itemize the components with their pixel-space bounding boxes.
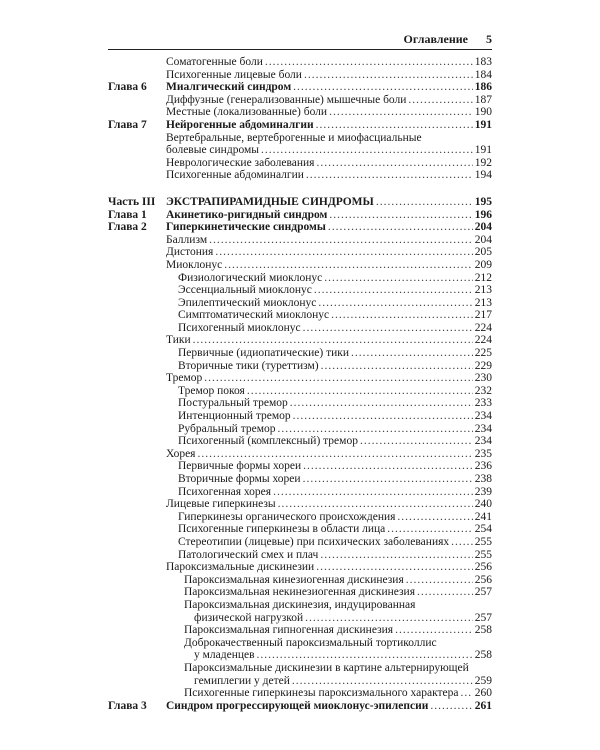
toc-entry-page: 192 (474, 156, 492, 169)
toc-entry-page: 186 (474, 81, 492, 94)
toc-entry-page: 241 (474, 510, 492, 523)
toc-entry-text: болевые синдромы (166, 144, 259, 157)
dot-leader (329, 106, 473, 119)
dot-leader (318, 297, 472, 310)
toc-entry-page: 259 (474, 674, 492, 687)
toc-entry (108, 297, 492, 310)
toc-entry-page: 256 (474, 573, 492, 586)
toc-entry-text: Постуральный тремор (178, 397, 288, 410)
toc-entry-text: Дистония (166, 246, 214, 259)
toc-entry-text: Пароксизмальная дискинезия, индуцированная (184, 598, 416, 611)
toc-entry-label: Глава 7 (108, 118, 147, 131)
toc-entry-text: у младенцев (194, 649, 255, 662)
toc-entry (108, 106, 492, 119)
toc-entry (108, 423, 492, 436)
toc-entry-text: Неврологические заболевания (166, 156, 315, 169)
dot-leader (395, 624, 473, 637)
toc-entry (108, 334, 492, 347)
toc-entry (108, 410, 492, 423)
toc-entry-page: 258 (474, 649, 492, 662)
toc-entry-text: Миалгический синдром (166, 81, 292, 94)
toc-entry-page: 256 (474, 561, 492, 574)
toc-entry-page: 254 (474, 523, 492, 536)
dot-leader (293, 81, 473, 94)
toc-entry-text: Рубральный тремор (178, 422, 276, 435)
toc-entry-text: Пароксизмальные дискинезии в картине альтернирующей (184, 661, 469, 674)
toc-entry-page: 236 (474, 460, 492, 473)
toc-entry (108, 246, 492, 259)
toc-entry-page: 224 (474, 321, 492, 334)
toc-entry-text: Психогенные абдоминалгии (166, 169, 304, 182)
toc-entry-text: Патологический смех и плач (178, 548, 319, 561)
dot-leader (278, 498, 473, 511)
toc-entry-page: 255 (474, 548, 492, 561)
toc-entry (108, 586, 492, 599)
dot-leader (305, 612, 473, 625)
toc-entry-text: Нейрогенные абдоминалгии (166, 118, 314, 131)
dot-leader (321, 360, 473, 373)
toc-entry-page: 204 (474, 221, 492, 234)
dot-leader (303, 322, 473, 335)
dot-leader (328, 221, 473, 234)
toc-entry-text: Первичные (идиопатические) тики (178, 347, 350, 360)
dot-leader (290, 397, 473, 410)
toc-entry (108, 234, 492, 247)
toc-entry-text: Хорея (166, 447, 196, 460)
toc-entry (108, 221, 492, 234)
toc-entry-text: Пароксизмальная некинезиогенная дискинезия (184, 586, 415, 599)
dot-leader (224, 259, 473, 272)
header-page-number: 5 (486, 32, 492, 46)
toc-entry-page: 209 (474, 258, 492, 271)
toc-entry-page: 191 (474, 144, 492, 157)
toc-entry-text: Психогенные гиперкинезы пароксизмального характера (184, 687, 459, 700)
toc-entry (108, 612, 492, 625)
dot-leader (193, 334, 473, 347)
toc-entry-text: Доброкачественный пароксизмальный тортиколлис (184, 636, 437, 649)
toc-entry-text: Психогенный миоклонус (178, 321, 301, 334)
dot-leader (247, 385, 473, 398)
toc-entry-text: Пароксизмальные дискинезии (166, 561, 315, 574)
toc-entry-page: 224 (474, 334, 492, 347)
dot-leader (278, 423, 473, 436)
toc-entry-text: Синдром прогрессирующей миоклонус-эпилепсии (166, 699, 429, 712)
toc-entry (108, 675, 492, 688)
toc-entry-text: Баллизм (166, 233, 208, 246)
toc-entry-text: Вторичные формы хореи (178, 473, 301, 485)
toc-entry-page: 258 (474, 624, 492, 637)
toc-entry (108, 309, 492, 322)
dot-leader (306, 169, 473, 182)
toc-entry (108, 372, 492, 385)
toc-entry-text: Пароксизмальная кинезиогенная дискинезия (184, 573, 404, 586)
toc-entry-page: 255 (474, 535, 492, 548)
toc-entry (108, 284, 492, 297)
toc-entry-text: Вторичные тики (туреттизм) (178, 359, 319, 372)
toc-entry (108, 119, 492, 132)
dot-leader (430, 700, 472, 713)
dot-leader (451, 536, 473, 549)
toc-entry-page: 195 (474, 195, 492, 208)
toc-entry-text: физической нагрузкой (194, 611, 304, 624)
toc-entry-text: Местные (локализованные) боли (166, 106, 328, 119)
toc-entry-text: Физиологический миоклонус (178, 271, 323, 284)
dot-leader (351, 347, 473, 360)
toc-entry (108, 69, 492, 82)
toc-entry (108, 132, 492, 145)
toc-entry-label: Глава 2 (108, 221, 147, 234)
dot-leader (397, 511, 472, 524)
toc-entry (108, 448, 492, 461)
dot-leader (304, 69, 473, 82)
toc-entry-text: Вертебральные, вертеброгенные и миофасциальные (166, 131, 422, 144)
dot-leader (215, 246, 472, 259)
toc-entry (108, 196, 492, 209)
dot-leader (261, 144, 473, 157)
toc-entry (108, 486, 492, 499)
toc-entry (108, 259, 492, 272)
toc-entry-text: Психогенный (комплексный) тремор (178, 435, 358, 448)
toc-entry (108, 561, 492, 574)
dot-leader (209, 234, 473, 247)
toc-entry-page: 234 (474, 410, 492, 423)
toc-entry (108, 94, 492, 107)
toc-entry-page: 183 (474, 56, 492, 68)
toc-entry (108, 435, 492, 448)
toc-entry-text: Тремор покоя (178, 384, 245, 397)
toc-entry-text: Эпилептический миоклонус (178, 296, 317, 309)
toc-entry-text: Тики (166, 334, 191, 347)
toc-entry (108, 687, 492, 700)
toc-entry-text: Миоклонус (166, 258, 223, 271)
toc-entry (108, 397, 492, 410)
toc-entry (108, 56, 492, 69)
toc-entry-page: 184 (474, 68, 492, 81)
dot-leader (417, 586, 473, 599)
toc-entry-page: 194 (474, 169, 492, 182)
toc-entry (108, 637, 492, 650)
dot-leader (204, 372, 473, 385)
toc-entry (108, 157, 492, 170)
toc-entry (108, 649, 492, 662)
toc-entry-page: 213 (474, 284, 492, 297)
toc-entry (108, 599, 492, 612)
toc-entry-page: 238 (474, 473, 492, 485)
toc-entry-page: 239 (474, 485, 492, 498)
toc-entry-text: Лицевые гиперкинезы (166, 498, 276, 511)
toc-entry-page: 196 (474, 208, 492, 221)
toc-entry (108, 536, 492, 549)
toc-entry-label: Часть III (108, 195, 156, 208)
toc-entry (108, 700, 492, 713)
header-title: Оглавление (403, 32, 468, 46)
toc-entry-page: 229 (474, 359, 492, 372)
toc-entry (108, 624, 492, 637)
toc-entry-label: Глава 3 (108, 699, 147, 712)
dot-leader (273, 486, 473, 499)
dot-leader (303, 460, 473, 473)
toc-entry (108, 322, 492, 335)
toc-entry-page: 230 (474, 372, 492, 385)
toc-entry-page: 233 (474, 397, 492, 410)
dot-leader (265, 56, 473, 69)
toc-entry-text: Первичные формы хореи (178, 460, 302, 473)
dot-leader (329, 209, 472, 222)
dot-leader (316, 561, 473, 574)
toc-entry-text: Симптоматический миоклонус (178, 309, 330, 322)
dot-leader (197, 448, 472, 461)
dot-leader (257, 649, 473, 662)
toc-entry (108, 498, 492, 511)
toc-entry-text: Пароксизмальная гипногенная дискинезия (184, 624, 394, 637)
toc-entry-text: ЭКСТРАПИРАМИДНЫЕ СИНДРОМЫ (166, 195, 374, 208)
dot-leader (316, 119, 473, 132)
toc-entry-page: 257 (474, 611, 492, 624)
toc-entry-page: 240 (474, 498, 492, 511)
toc-entry-page: 213 (474, 296, 492, 309)
toc-entry (108, 169, 492, 182)
toc-entry (108, 662, 492, 675)
dot-leader (406, 574, 473, 587)
toc-entry (108, 272, 492, 285)
toc-entry-text: гемиплегии у детей (194, 674, 290, 687)
toc-entry-text: Стереотипии (лицевые) при психических заболеваниях (178, 535, 450, 548)
dot-leader (316, 157, 472, 170)
toc-entry-page: 260 (474, 687, 492, 700)
toc-entry-page: 261 (474, 699, 492, 712)
toc-entry-page: 234 (474, 422, 492, 435)
toc-entry (108, 209, 492, 222)
dot-leader (292, 675, 473, 688)
toc-entry (108, 511, 492, 524)
toc-entry-page: 204 (474, 233, 492, 246)
toc-entry-page: 257 (474, 586, 492, 599)
toc-entry-text: Психогенная хорея (178, 485, 272, 498)
toc-entry (108, 523, 492, 536)
toc-entry-text: Акинетико-ригидный синдром (166, 208, 328, 221)
dot-leader (320, 549, 472, 562)
toc-entry-page: 212 (474, 271, 492, 284)
toc-entry-page: 190 (474, 106, 492, 119)
toc-entry-text: Соматогенные боли (166, 56, 263, 68)
toc-entry-label: Глава 1 (108, 208, 147, 221)
toc-entry-text: Психогенные лицевые боли (166, 68, 302, 81)
toc-entry (108, 347, 492, 360)
toc-entry (108, 473, 492, 486)
dot-leader (293, 410, 473, 423)
dot-leader (360, 435, 473, 448)
toc-entry-page: 225 (474, 347, 492, 360)
dot-leader (461, 687, 473, 700)
toc-entry (108, 549, 492, 562)
dot-leader (376, 196, 473, 209)
toc-entry-page: 191 (474, 118, 492, 131)
toc-entry-text: Тремор (166, 372, 203, 385)
toc-entry-page: 187 (474, 93, 492, 106)
dot-leader (324, 272, 473, 285)
toc-entry-page: 217 (474, 309, 492, 322)
toc-entry (108, 81, 492, 94)
toc-entry-text: Эссенциальный миоклонус (178, 284, 312, 297)
toc-entry-text: Гиперкинезы органического происхождения (178, 510, 396, 523)
toc-entry-page: 205 (474, 246, 492, 259)
table-of-contents (108, 56, 492, 712)
toc-entry (108, 360, 492, 373)
toc-entry (108, 460, 492, 473)
toc-entry-text: Интенционный тремор (178, 410, 291, 423)
dot-leader (314, 284, 473, 297)
dot-leader (331, 309, 473, 322)
toc-entry-text: Диффузные (генерализованные) мышечные боли (166, 93, 407, 106)
toc-entry (108, 385, 492, 398)
running-header (108, 30, 492, 48)
toc-entry-label: Глава 6 (108, 81, 147, 94)
toc-entry (108, 574, 492, 587)
toc-entry-page: 234 (474, 435, 492, 448)
toc-entry-text: Гиперкинетические синдромы (166, 221, 326, 234)
dot-leader (303, 473, 473, 486)
toc-entry-text: Психогенные гиперкинезы в области лица (178, 523, 386, 536)
toc-entry (108, 144, 492, 157)
header-rule (108, 49, 492, 50)
dot-leader (408, 94, 472, 107)
toc-entry-page: 235 (474, 447, 492, 460)
toc-entry-page: 232 (474, 384, 492, 397)
dot-leader (387, 523, 473, 536)
